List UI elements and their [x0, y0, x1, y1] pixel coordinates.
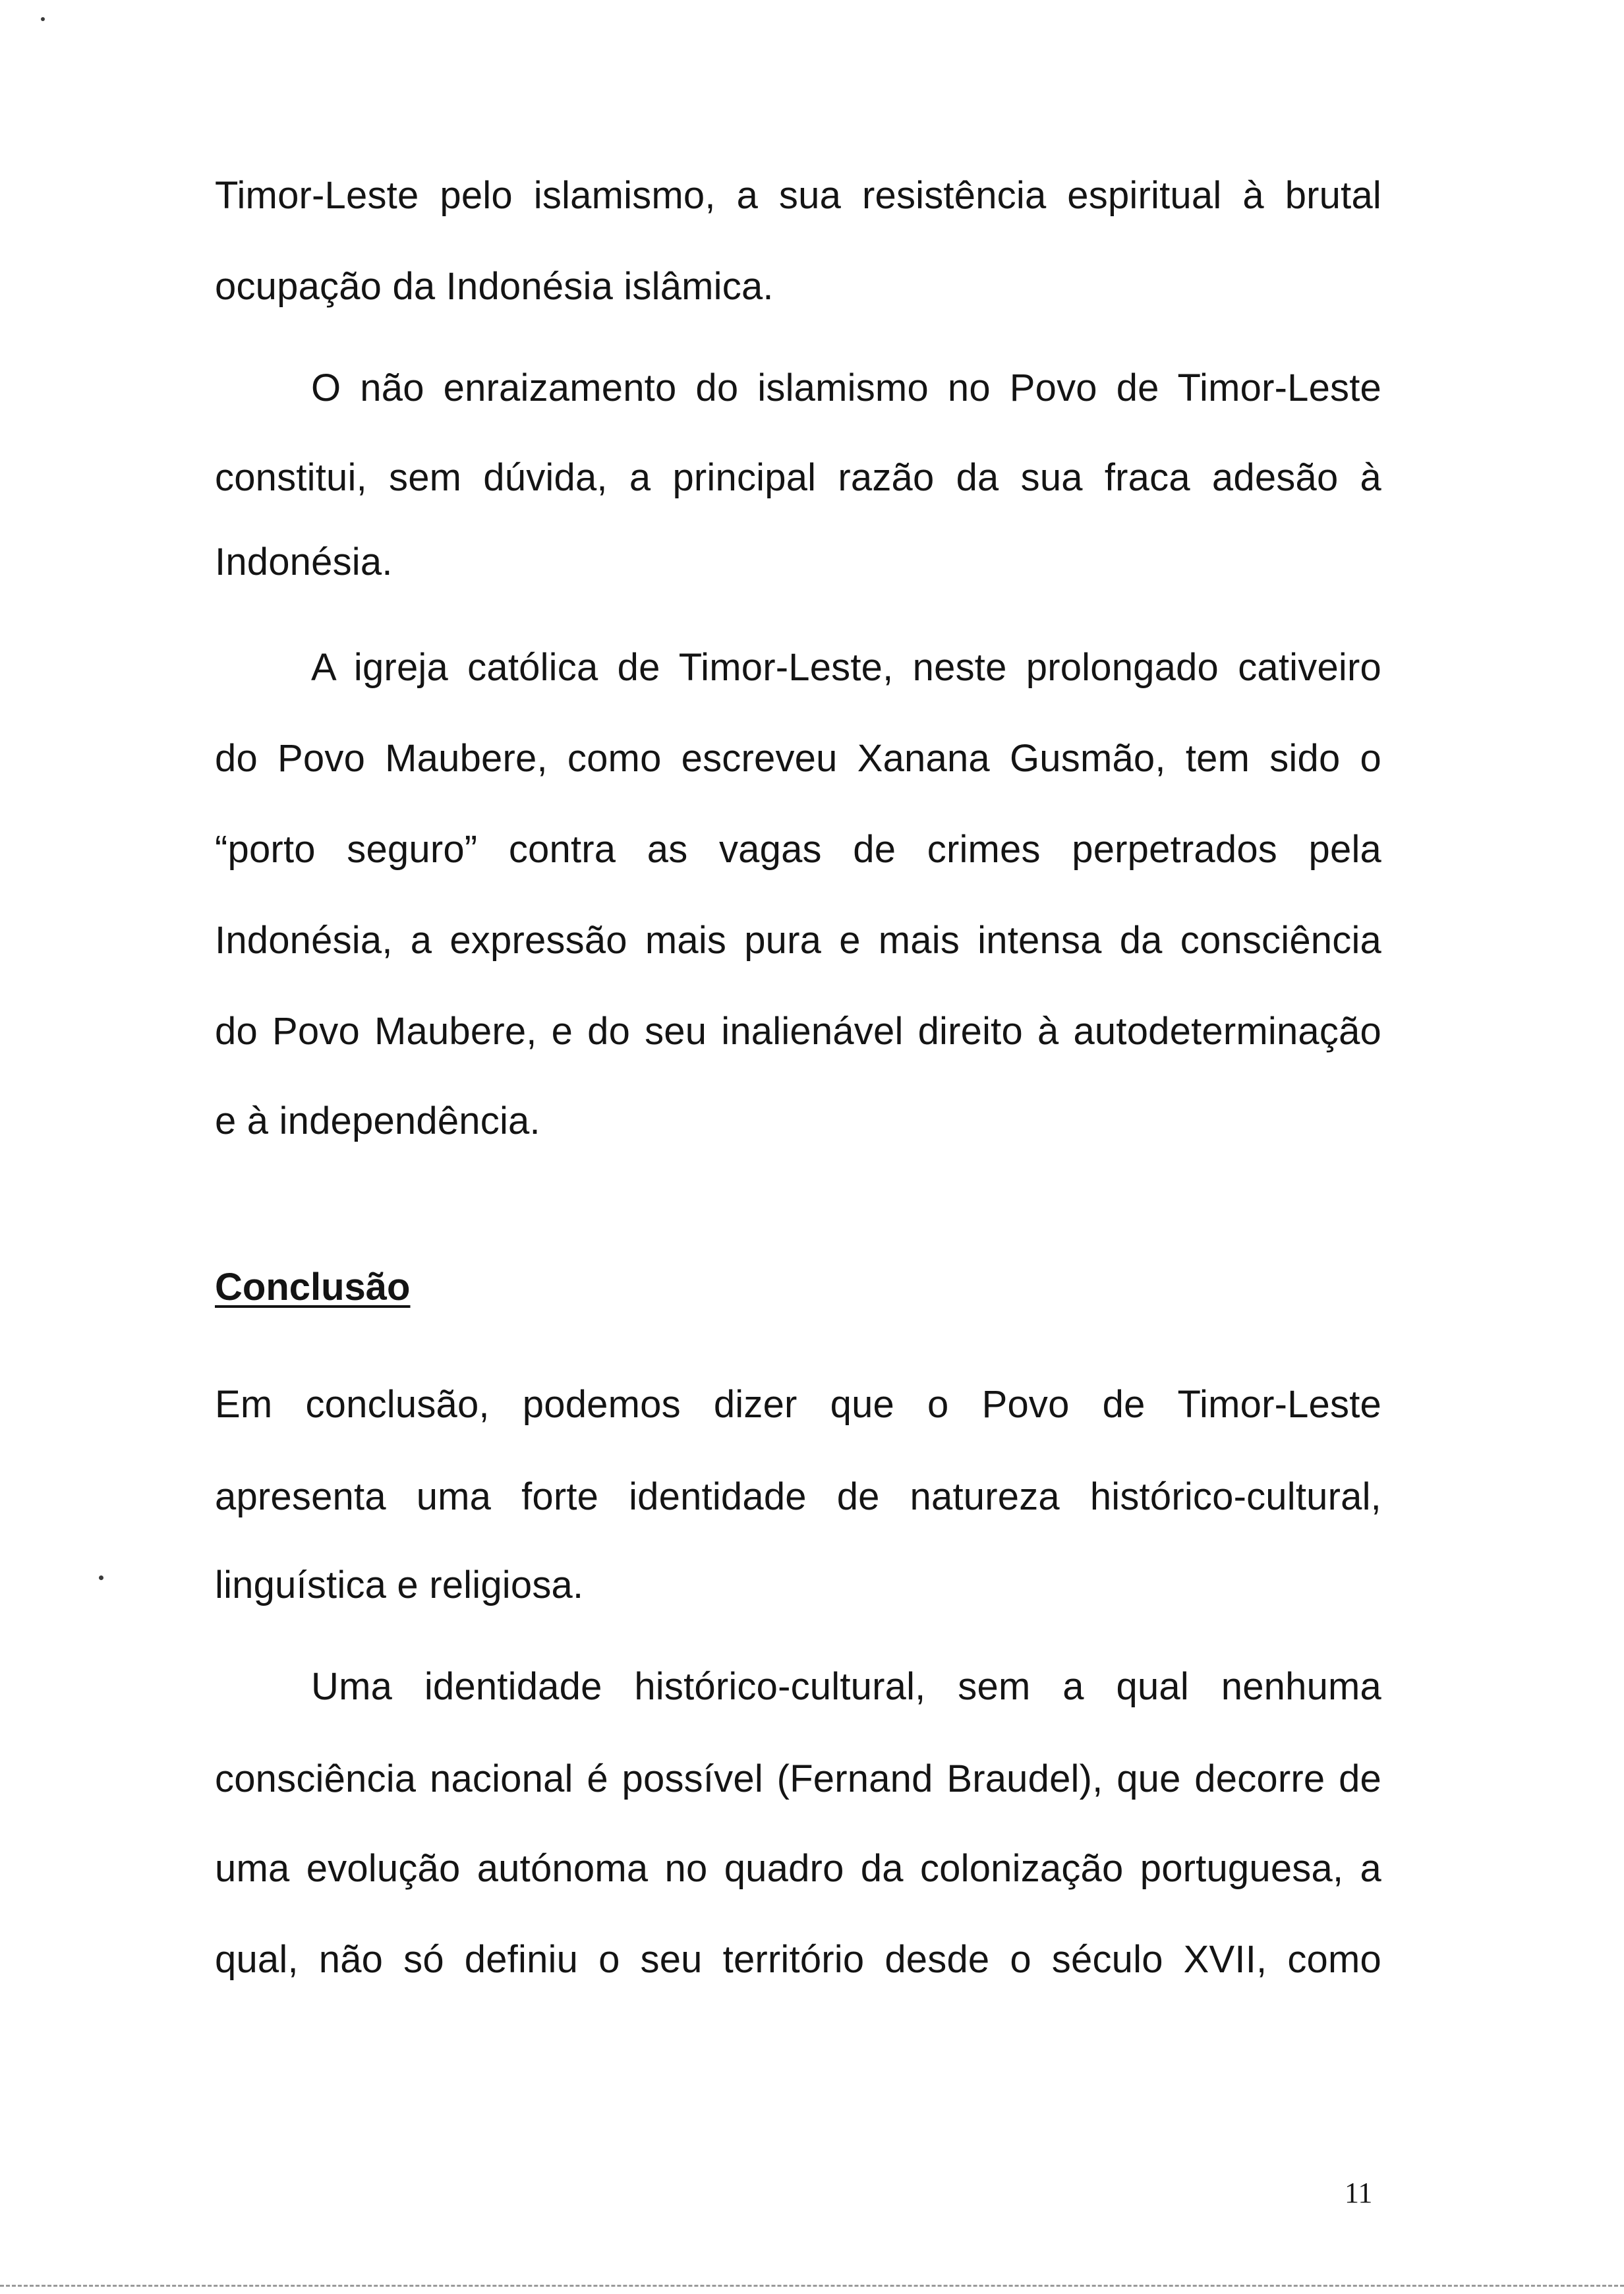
text-line: do Povo Maubere, e do seu inalienável direito à autodeterminação	[215, 1010, 1381, 1053]
section-heading: Conclusão	[215, 1266, 411, 1309]
text-line: Em conclusão, podemos dizer que o Povo de Timor-Leste	[215, 1383, 1381, 1426]
scan-speck	[99, 1575, 103, 1580]
text-line: A igreja católica de Timor-Leste, neste prolongado cativeiro	[311, 646, 1381, 689]
scan-speck	[41, 17, 45, 21]
text-line: uma evolução autónoma no quadro da colonização portuguesa, a	[215, 1847, 1381, 1890]
page-number: 11	[1345, 2177, 1373, 2209]
text-line: Timor-Leste pelo islamismo, a sua resistência espiritual à brutal	[215, 174, 1381, 217]
text-line: do Povo Maubere, como escreveu Xanana Gusmão, tem sido o	[215, 737, 1381, 780]
text-line: “porto seguro” contra as vagas de crimes perpetrados pela	[215, 828, 1381, 871]
scan-edge-line	[0, 2285, 1624, 2287]
text-line: Indonésia.	[215, 541, 393, 583]
text-line: constitui, sem dúvida, a principal razão da sua fraca adesão à	[215, 456, 1381, 499]
text-line: linguística e religiosa.	[215, 1564, 584, 1606]
text-line: O não enraizamento do islamismo no Povo de Timor-Leste	[311, 367, 1381, 409]
text-line: Uma identidade histórico-cultural, sem a qual nenhuma	[311, 1665, 1381, 1708]
text-line: qual, não só definiu o seu território desde o século XVII, como	[215, 1938, 1381, 1981]
text-line: e à independência.	[215, 1100, 540, 1142]
text-line: apresenta uma forte identidade de natureza histórico-cultural,	[215, 1475, 1381, 1518]
text-line: Indonésia, a expressão mais pura e mais intensa da consciência	[215, 919, 1381, 962]
text-line: ocupação da Indonésia islâmica.	[215, 265, 774, 308]
text-line: consciência nacional é possível (Fernand Braudel), que decorre de	[215, 1757, 1381, 1800]
